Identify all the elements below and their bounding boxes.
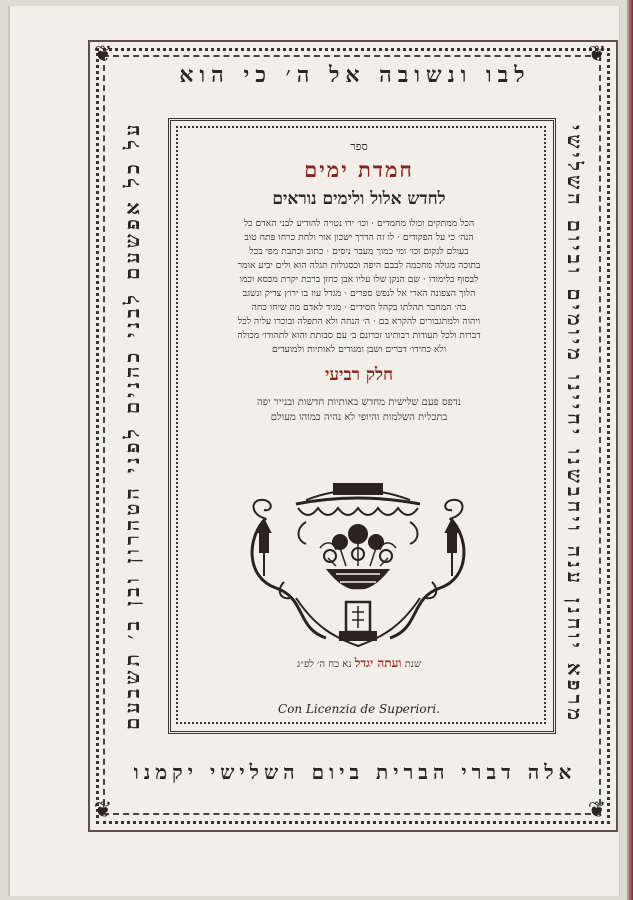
description-line: כה׳ המחבר תהלתו בקהל חסידים · מגיד לאדם מה שיחו כחה [251,302,467,313]
title-page-content [186,140,532,425]
description-line: ויהוה ולמתגבורים להקרא בם · ה׳ הנחה ולא התפלה ובוכרו עליה לכל [237,316,481,327]
description-line: הכל ממתקים וכולו מחמדים · וכו׳ ידו נטויה להודיע לבני האדם כל [243,218,475,229]
description-line: בתוכה מגולה מחכמה לבבם היפה וכסגולות תגלה הוא ולים יביע אומר [237,260,481,271]
book-title: חמדת ימים [304,157,414,182]
sefer-label: ספר [350,140,368,153]
year-chronogram: ועתה יגדל [354,656,402,670]
woodcut-vignette [236,478,480,650]
border-text-left: על כל אפשעם לבני כהנים לפני הטהרון ובן ב׳ תשבעם [120,120,144,730]
corner-ornament-top-right: ❦ [587,42,607,67]
description-line: בעולם לנקום וכו׳ ומי כמוך מעבר ניסים · כתוב וכתבת מפי בכל [249,246,469,257]
border-text-top: לבו ונשובה אל ה׳ כי הוא [179,62,531,88]
book-subtitle: לחדש אלול ולימים נוראים [272,189,446,209]
corner-ornament-bottom-right: ❦ [587,798,607,823]
corner-ornament-bottom-left: ❦ [93,798,113,823]
year-prefix: שנת [404,659,422,670]
description-line: ולא כחידו׳ דברים ושבן ומגודים לאותיות ולמועדים [271,344,447,355]
book-spine-edge [627,0,633,900]
description-line: לבסוף בלימודו · שם הנקן שלו עליו אבן כחזן ברכת יקרת מכסא וכמו [239,274,479,285]
volume-part: חלק רביעי [324,365,394,385]
description-paragraph [190,217,528,357]
license-statement: Con Licenzia de Superiori. [278,702,440,716]
printing-note-line: נדפס פעם שלישית מחדש באותיות חדשות ובנייר יפה [257,397,461,408]
printing-note [196,395,522,425]
border-text-bottom: אלה דברי הברית ביום השלישי יקמנו [133,760,577,784]
publication-year-line [186,656,532,671]
printing-note-line: בתכלית השלמות והיופי לא נהיה כמוהו מעולם [270,412,448,423]
description-line: דברות ולכל תעודות רבותינו זכרונם ב׳ עם סבותת והוא לתהודו׳ מכולה [237,330,481,341]
description-line: הנה׳ כי על הפקודים · לו זה הדרך ישכון אור ולחת כרחו פתח טוב [244,232,474,243]
year-suffix: נא כח ה׳ לפ״ג [296,659,352,670]
border-text-right: מרפא יוחנן ענה ויחבשנו יחיינו מיומים וביום השלישי [563,125,587,725]
description-line: הלוך הצפונה הארי אל לנפש ספרים · מגדל עוז בו ירוץ צדיק ונשגב [242,288,476,299]
corner-ornament-top-left: ❦ [93,42,113,67]
